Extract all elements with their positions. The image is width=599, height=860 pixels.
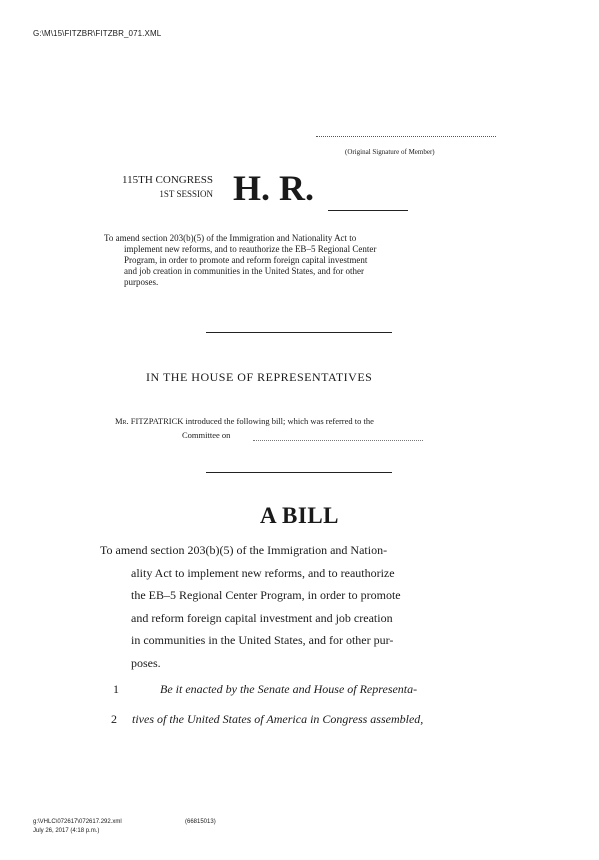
enacting-clause-line: Be it enacted by the Senate and House of Representa- <box>160 682 418 696</box>
long-title-line: the EB–5 Regional Center Program, in order to promote <box>131 588 401 602</box>
sponsor-name: Mr. FITZPATRICK <box>115 416 184 426</box>
enacting-clause-line: tives of the United States of America in Congress assembled, <box>132 712 424 726</box>
line-number: 2 <box>111 712 117 726</box>
bill-number-line <box>328 210 408 211</box>
long-title-line: and reform foreign capital investment and job creation <box>131 610 393 625</box>
short-title-line: purposes. <box>124 277 159 287</box>
file-path: G:\M\15\FITZBR\FITZBR_071.XML <box>33 29 162 38</box>
session-number: 1ST SESSION <box>159 189 213 199</box>
footer-date: July 26, 2017 (4:18 p.m.) <box>33 828 100 834</box>
signature-line <box>316 136 496 137</box>
congress-number: 115TH CONGRESS <box>122 174 213 186</box>
short-title <box>104 233 500 288</box>
footer-path: g:\VHLC\072617\072617.292.xml <box>33 819 122 825</box>
committee-blank-line <box>253 440 423 441</box>
committee-label: Committee on <box>182 430 231 440</box>
long-title-line: ality Act to implement new reforms, and to reauthorize <box>131 565 395 580</box>
short-title-line: To amend section 203(b)(5) of the Immigration and Nationality Act to <box>104 233 357 243</box>
long-title-line: poses. <box>131 655 161 670</box>
long-title-line: in communities in the United States, and for other pur- <box>131 633 394 647</box>
short-title-line: Program, in order to promote and reform foreign capital investment <box>124 255 368 265</box>
introduction-line <box>115 416 495 427</box>
long-title-line: To amend section 203(b)(5) of the Immigration and Nation- <box>100 543 388 557</box>
line-number: 1 <box>113 682 119 696</box>
divider-rule <box>206 472 392 473</box>
house-heading: IN THE HOUSE OF REPRESENTATIVES <box>146 370 373 384</box>
divider-rule <box>206 332 392 333</box>
short-title-line: implement new reforms, and to reauthorize the EB–5 Regional Center <box>124 244 377 254</box>
introduction-text: introduced the following bill; which was referred to the <box>183 416 374 426</box>
bill-heading: A BILL <box>259 503 340 528</box>
long-title <box>100 539 496 674</box>
signature-label: (Original Signature of Member) <box>345 148 435 156</box>
bill-type-title: H. R. <box>233 168 314 208</box>
short-title-line: and job creation in communities in the United States, and for other <box>124 266 364 276</box>
footer-code: (66815013) <box>185 819 216 825</box>
